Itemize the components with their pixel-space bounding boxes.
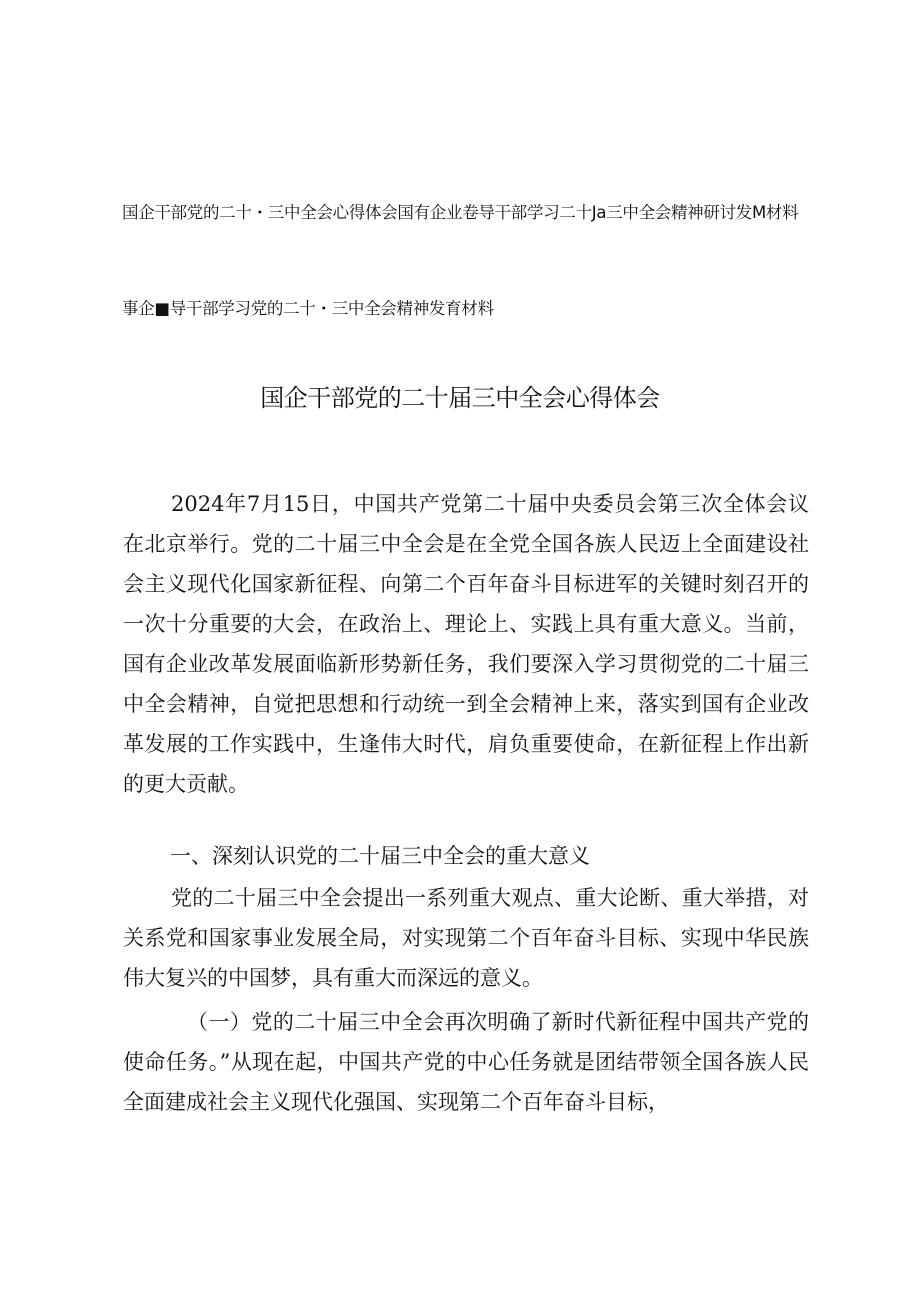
section-paragraph: 党的二十届三中全会提出一系列重大观点、重大论断、重大举措，对关系党和国家事业发展全局，对实现第二个百年奋斗目标、实现中华民族伟大复兴的中国梦，具有重大而深远的意义。 [123, 886, 809, 990]
section-heading: 一、深刻认识党的二十届三中全会的重大意义 [170, 844, 590, 868]
document-title: 国企干部党的二十届三中全会心得体会 [260, 384, 660, 412]
intro-paragraph: 2024年7月15日，中国共产党第二十届中央委员会第三次全体会议在北京举行。党的二十届三中全会是在全党全国各族人民迈上全面建设社会主义现代化国家新征程、向第二个百年奋斗目标进军的关键时刻召开的一次十分重要的大会，在政治上、理论上、实践上具有重大意义。当前，国有企业改革发展面临新形势新任务，我们要深入学习贯彻党的二十届三中全会精神，自觉把思想和行动统一到全会精神上来，落实到国有企业改革发展的工作实践中，生逢伟大时代，肩负重要使命，在新征程上作出新的更大贡献。 [123, 492, 809, 796]
subsection-paragraph: （一）党的二十届三中全会再次明确了新时代新征程中国共产党的使命任务。”从现在起，中国共产党的中心任务就是团结带领全国各族人民全面建成社会主义现代化强国、实现第二个百年奋斗目标， [123, 1010, 809, 1114]
header-subtitle-line: 事企■导干部学习党的二十・三中全会精神发育材料 [122, 299, 494, 318]
header-title-line: 国企干部党的二十・三中全会心得体会国有企业卷导干部学习二十Ja三中全会精神研讨发M材料 [122, 203, 799, 222]
